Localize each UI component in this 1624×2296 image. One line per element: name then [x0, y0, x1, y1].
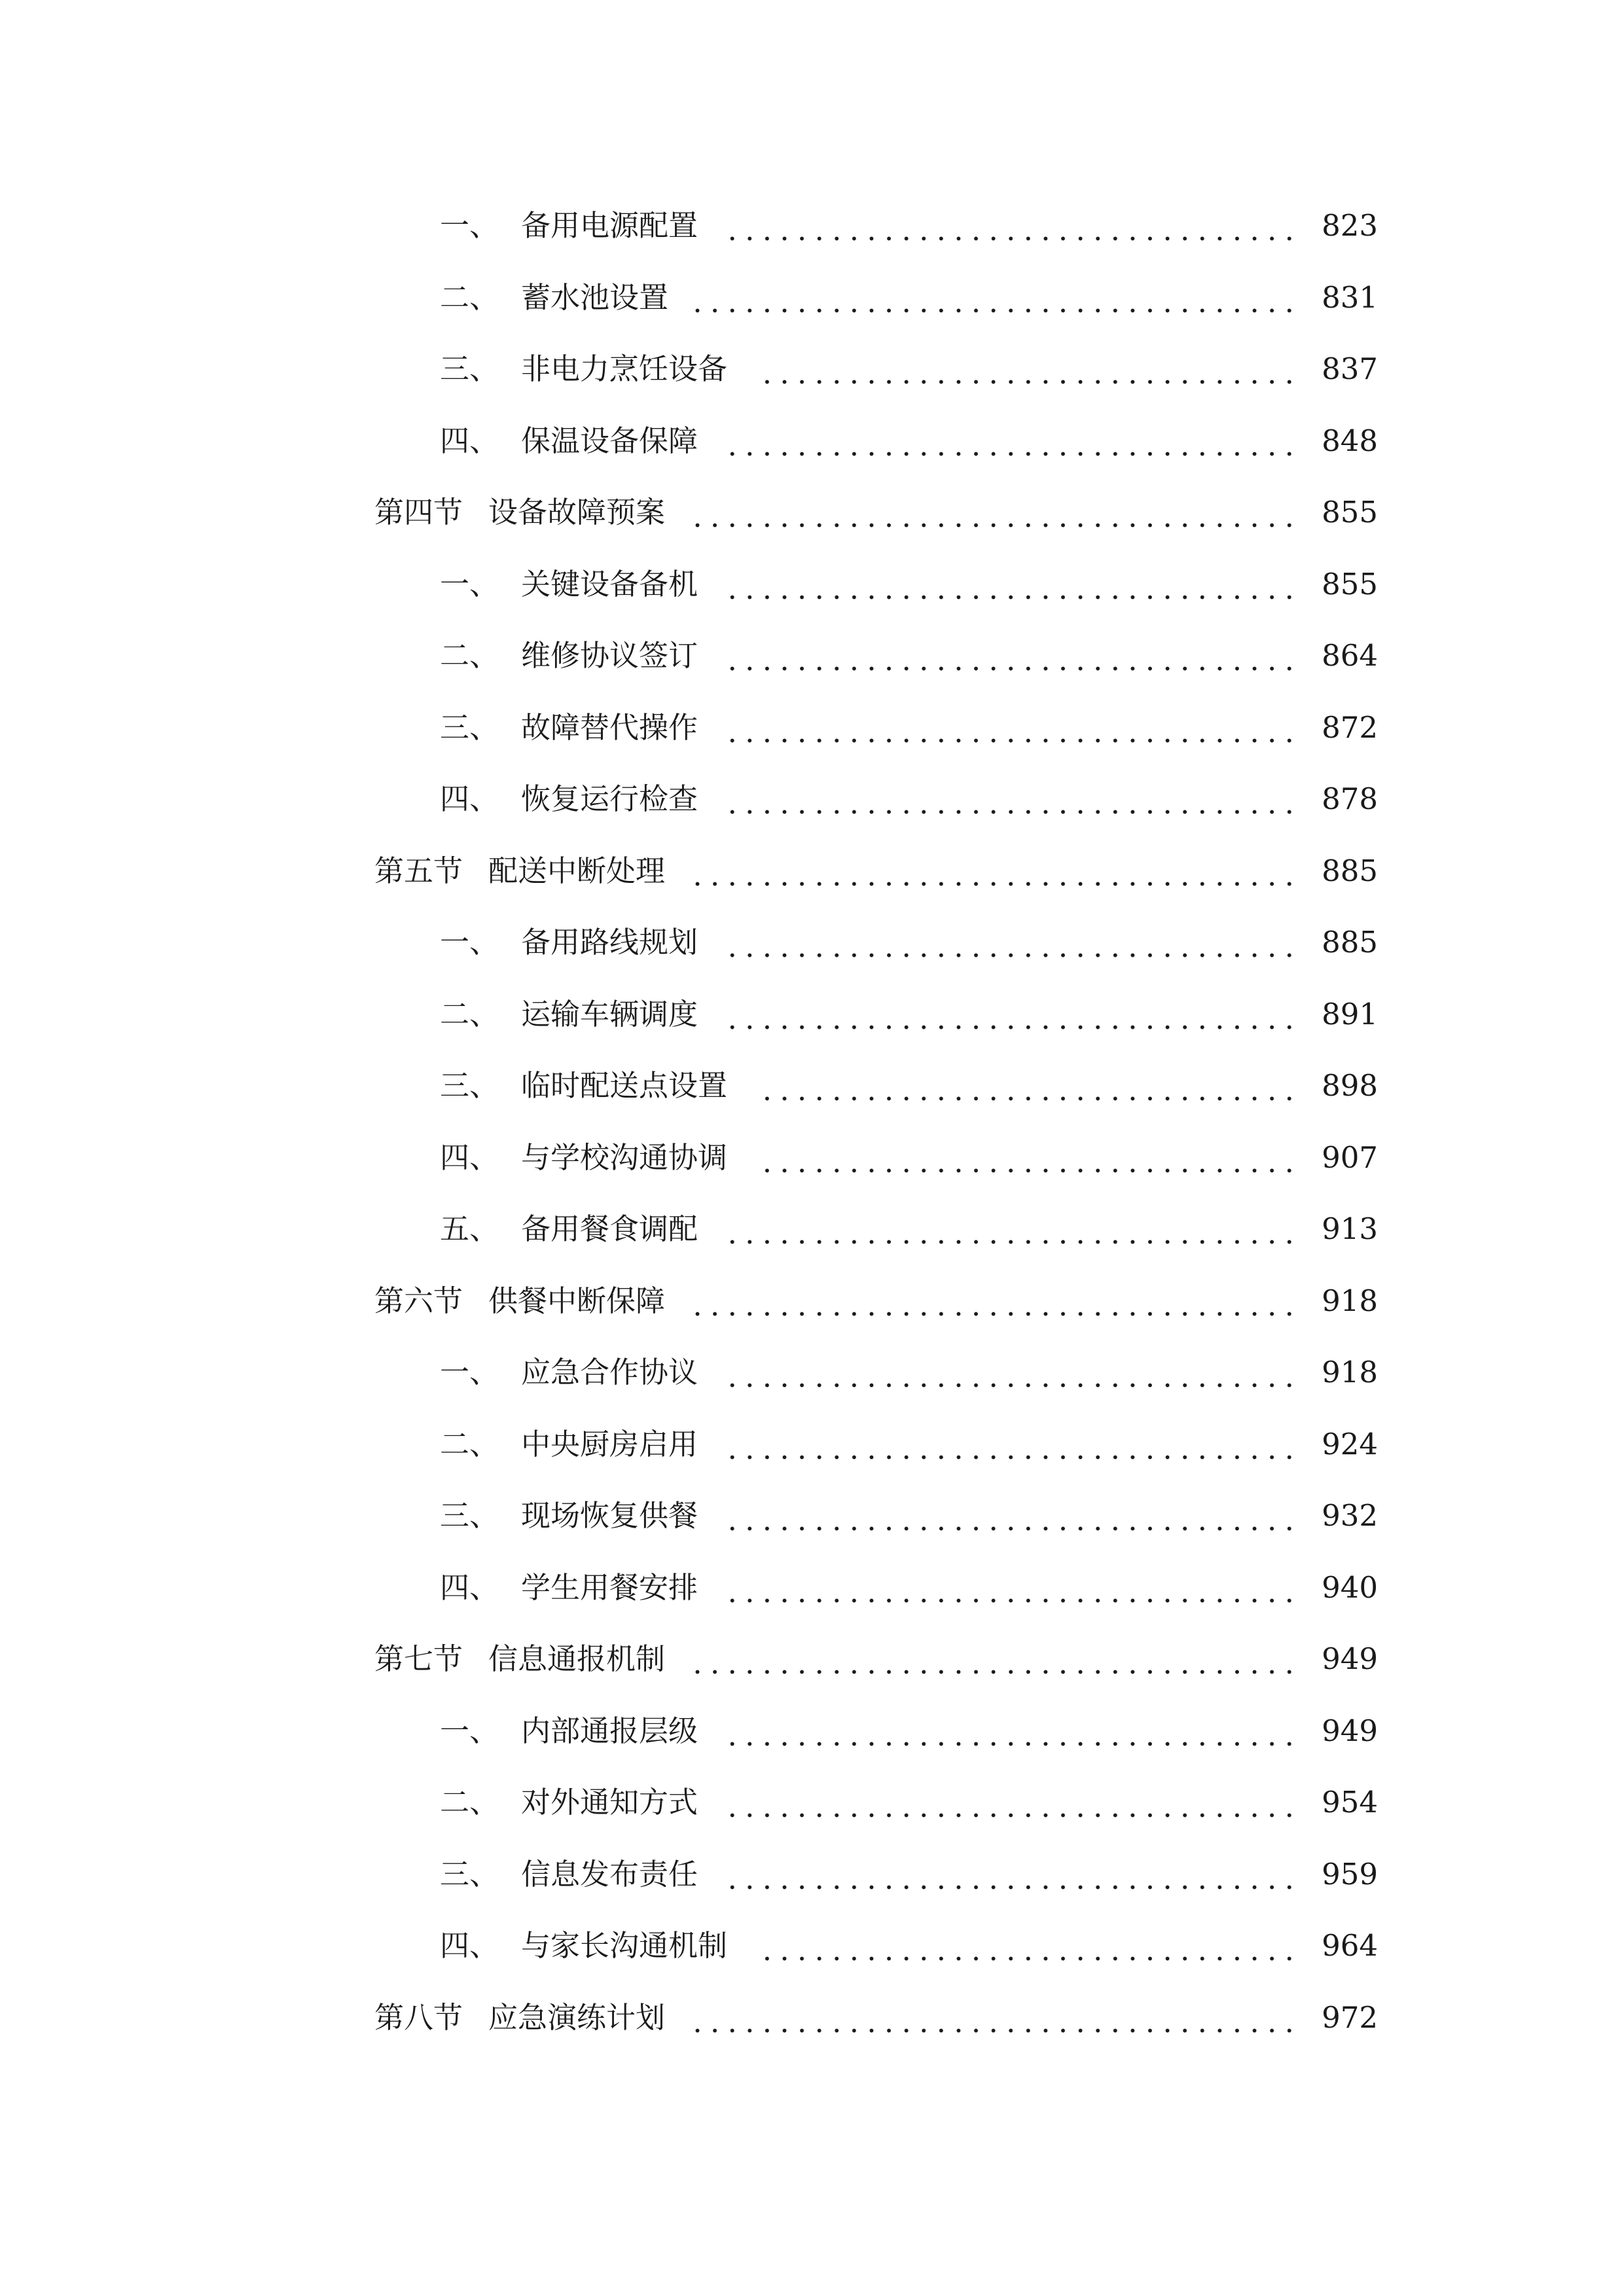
- toc-entry[interactable]: [0, 1708, 1624, 1754]
- toc-entry-title: 应急合作协议: [521, 1355, 698, 1390]
- toc-entry-number: 第五节: [374, 853, 463, 888]
- toc-entry-number: 三、: [440, 1068, 499, 1103]
- dot-leader: [758, 1168, 1298, 1173]
- toc-entry-number: 二、: [440, 280, 499, 315]
- dot-leader: [758, 1096, 1298, 1101]
- toc-entry-number: 第六节: [374, 1283, 463, 1318]
- toc-entry-page: 954: [1322, 1785, 1378, 1820]
- toc-entry-page: 932: [1322, 1498, 1378, 1533]
- dot-leader: [725, 1526, 1298, 1531]
- toc-entry[interactable]: [0, 1995, 1624, 2041]
- toc-entry-number: 三、: [440, 1498, 499, 1533]
- toc-entry[interactable]: [0, 1852, 1624, 1897]
- dot-leader: [693, 1670, 1298, 1674]
- dot-leader: [725, 236, 1298, 241]
- toc-entry-title: 信息通报机制: [488, 1641, 666, 1676]
- toc-entry-number: 第四节: [374, 495, 463, 529]
- toc-entry-title: 恢复运行检查: [521, 781, 698, 816]
- dot-leader: [725, 1240, 1298, 1244]
- toc-entry-title: 与学校沟通协调: [521, 1140, 728, 1175]
- toc-entry-page: 924: [1322, 1427, 1378, 1462]
- toc-entry-page: 959: [1322, 1857, 1378, 1892]
- toc-entry[interactable]: [0, 490, 1624, 535]
- toc-entry[interactable]: [0, 1422, 1624, 1467]
- toc-entry-page: 949: [1322, 1641, 1378, 1676]
- toc-entry-page: 891: [1322, 997, 1378, 1031]
- toc-entry[interactable]: [0, 275, 1624, 321]
- dot-leader: [725, 666, 1298, 671]
- dot-leader: [725, 595, 1298, 600]
- toc-entry-title: 学生用餐安排: [521, 1570, 698, 1605]
- toc-entry-page: 918: [1322, 1355, 1378, 1390]
- toc-entry-page: 848: [1322, 423, 1378, 458]
- toc-entry-number: 一、: [440, 1355, 499, 1390]
- toc-entry-title: 供餐中断保障: [488, 1283, 666, 1318]
- dot-leader: [693, 2028, 1298, 2033]
- toc-entry[interactable]: [0, 705, 1624, 751]
- toc-entry-number: 二、: [440, 997, 499, 1031]
- toc-entry-page: 940: [1322, 1570, 1378, 1605]
- toc-entry-title: 内部通报层级: [521, 1713, 698, 1748]
- toc-entry-number: 五、: [440, 1211, 499, 1246]
- toc-entry[interactable]: [0, 203, 1624, 249]
- toc-entry[interactable]: [0, 562, 1624, 607]
- dot-leader: [693, 1312, 1298, 1316]
- toc-entry-page: 878: [1322, 781, 1378, 816]
- toc-entry[interactable]: [0, 1636, 1624, 1682]
- dot-leader: [725, 953, 1298, 958]
- toc-entry-page: 885: [1322, 925, 1378, 960]
- toc-entry-page: 972: [1322, 2000, 1378, 2035]
- toc-entry-number: 二、: [440, 1427, 499, 1462]
- toc-entry-title: 维修协议签订: [521, 638, 698, 673]
- dot-leader: [725, 1383, 1298, 1388]
- dot-leader: [758, 380, 1298, 384]
- toc-entry-number: 三、: [440, 1857, 499, 1892]
- toc-entry-title: 应急演练计划: [488, 2000, 666, 2035]
- toc-entry-number: 三、: [440, 351, 499, 386]
- dot-leader: [725, 1742, 1298, 1746]
- toc-entry-number: 第七节: [374, 1641, 463, 1676]
- toc-entry-title: 设备故障预案: [488, 495, 666, 529]
- toc-entry[interactable]: [0, 346, 1624, 392]
- toc-entry-number: 第八节: [374, 2000, 463, 2035]
- dot-leader: [725, 1813, 1298, 1818]
- dot-leader: [693, 523, 1298, 528]
- toc-entry-title: 保温设备保障: [521, 423, 698, 458]
- toc-entry-title: 对外通知方式: [521, 1785, 698, 1820]
- toc-entry[interactable]: [0, 1350, 1624, 1395]
- toc-entry[interactable]: [0, 776, 1624, 822]
- toc-entry-page: 898: [1322, 1068, 1378, 1103]
- toc-entry-number: 二、: [440, 638, 499, 673]
- toc-entry-number: 三、: [440, 710, 499, 745]
- toc-entry-page: 964: [1322, 1928, 1378, 1963]
- dot-leader: [725, 1885, 1298, 1890]
- dot-leader: [725, 738, 1298, 743]
- toc-entry-page: 907: [1322, 1140, 1378, 1175]
- toc-entry-number: 一、: [440, 567, 499, 601]
- toc-entry-page: 949: [1322, 1713, 1378, 1748]
- toc-entry[interactable]: [0, 1278, 1624, 1324]
- toc-entry-page: 855: [1322, 495, 1378, 529]
- toc-entry-page: 885: [1322, 853, 1378, 888]
- dot-leader: [693, 882, 1298, 886]
- toc-entry-title: 备用餐食调配: [521, 1211, 698, 1246]
- dot-leader: [725, 1598, 1298, 1603]
- toc-entry-number: 一、: [440, 1713, 499, 1748]
- toc-entry-page: 864: [1322, 638, 1378, 673]
- dot-leader: [725, 810, 1298, 814]
- toc-entry-title: 蓄水池设置: [521, 280, 669, 315]
- toc-entry-title: 关键设备备机: [521, 567, 698, 601]
- toc-entry-page: 837: [1322, 351, 1378, 386]
- toc-entry-number: 一、: [440, 925, 499, 960]
- toc-entry-title: 非电力烹饪设备: [521, 351, 728, 386]
- toc-entry-number: 四、: [440, 1928, 499, 1963]
- toc-entry-title: 中央厨房启用: [521, 1427, 698, 1462]
- dot-leader: [725, 1455, 1298, 1460]
- toc-entry[interactable]: [0, 920, 1624, 965]
- toc-entry[interactable]: [0, 1063, 1624, 1109]
- toc-entry-page: 823: [1322, 208, 1378, 243]
- toc-entry-page: 831: [1322, 280, 1378, 315]
- toc-entry-number: 四、: [440, 781, 499, 816]
- toc-entry-title: 临时配送点设置: [521, 1068, 728, 1103]
- toc-entry-title: 备用电源配置: [521, 208, 698, 243]
- dot-leader: [758, 1956, 1298, 1961]
- toc-entry[interactable]: [0, 1206, 1624, 1252]
- toc-entry[interactable]: [0, 1780, 1624, 1825]
- toc-entry-title: 现场恢复供餐: [521, 1498, 698, 1533]
- toc-entry[interactable]: [0, 418, 1624, 464]
- toc-entry[interactable]: [0, 848, 1624, 894]
- toc-entry-number: 四、: [440, 423, 499, 458]
- toc-entry[interactable]: [0, 1135, 1624, 1181]
- toc-entry-number: 四、: [440, 1140, 499, 1175]
- dot-leader: [693, 308, 1298, 313]
- toc-entry-title: 运输车辆调度: [521, 997, 698, 1031]
- toc-entry[interactable]: [0, 633, 1624, 679]
- toc-entry-page: 913: [1322, 1211, 1378, 1246]
- toc-entry-number: 一、: [440, 208, 499, 243]
- toc-entry-title: 信息发布责任: [521, 1857, 698, 1892]
- toc-entry-title: 备用路线规划: [521, 925, 698, 960]
- toc-entry-title: 与家长沟通机制: [521, 1928, 728, 1963]
- dot-leader: [725, 1025, 1298, 1030]
- toc-entry[interactable]: [0, 1565, 1624, 1611]
- toc-entry-page: 872: [1322, 710, 1378, 745]
- toc-entry-page: 918: [1322, 1283, 1378, 1318]
- toc-entry[interactable]: [0, 992, 1624, 1037]
- toc-entry-number: 二、: [440, 1785, 499, 1820]
- toc-entry[interactable]: [0, 1493, 1624, 1539]
- toc-entry[interactable]: [0, 1923, 1624, 1969]
- toc-entry-title: 配送中断处理: [488, 853, 666, 888]
- dot-leader: [725, 452, 1298, 456]
- toc-entry-number: 四、: [440, 1570, 499, 1605]
- toc-entry-title: 故障替代操作: [521, 710, 698, 745]
- toc-entry-page: 855: [1322, 567, 1378, 601]
